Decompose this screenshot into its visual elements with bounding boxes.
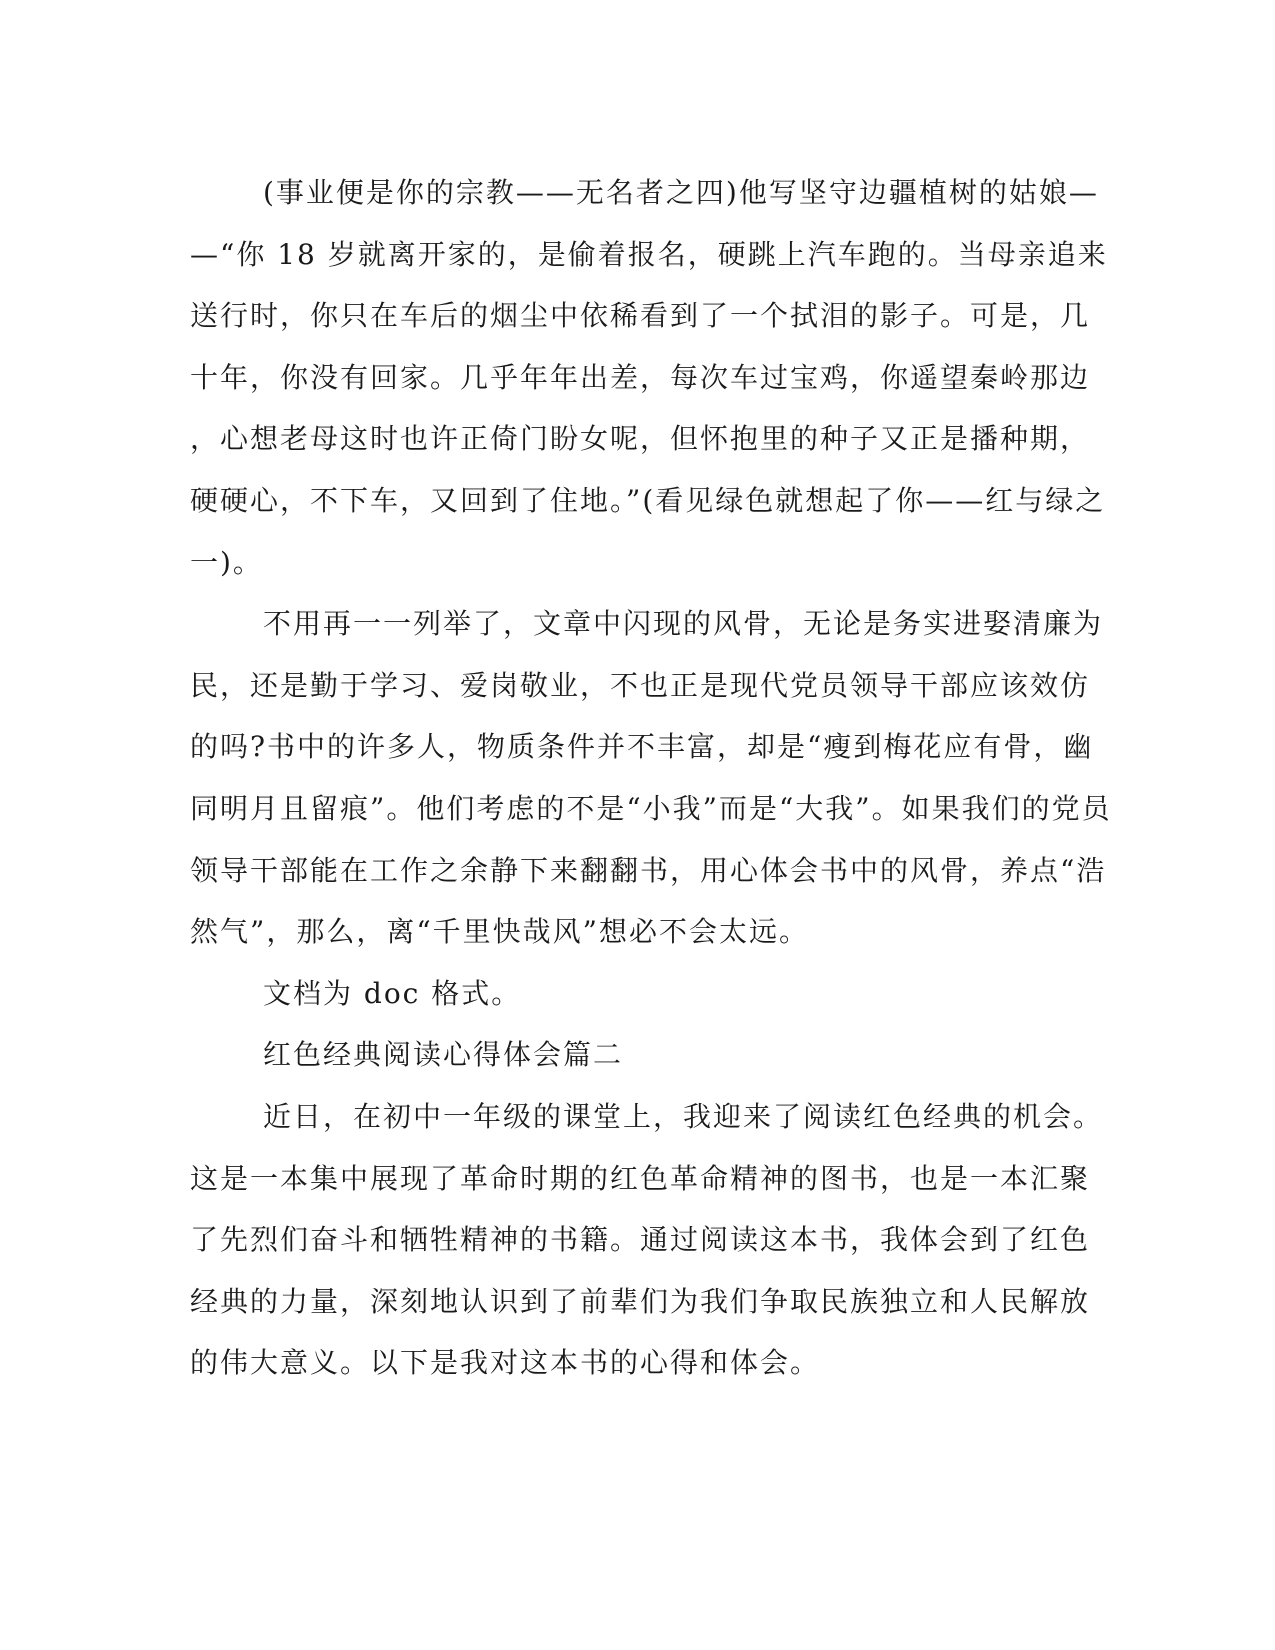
paragraph-line: 十年，你没有回家。几乎年年出差，每次车过宝鸡，你遥望秦岭那边 xyxy=(190,360,1091,394)
section-heading xyxy=(190,1024,1080,1086)
document-body xyxy=(190,162,1112,1394)
paragraph-line: 经典的力量，深刻地认识到了前辈们为我们争取民族独立和人民解放 xyxy=(190,1284,1091,1318)
paragraph-1 xyxy=(190,162,1108,593)
paragraph-line: ，心想老母这时也许正倚门盼女呢，但怀抱里的种子又正是播种期， xyxy=(190,422,1091,456)
paragraph-line: (事业便是你的宗教——无名者之四)他写坚守边疆植树的姑娘— xyxy=(263,176,1099,209)
paragraph-line: 了先烈们奋斗和牺牲精神的书籍。通过阅读这本书，我体会到了红色 xyxy=(190,1223,1091,1257)
paragraph-line: —“你 18 岁就离开家的，是偷着报名，硬跳上汽车跑的。当母亲追来 xyxy=(190,237,1108,271)
paragraph-2 xyxy=(190,593,1112,963)
paragraph-line: 送行时，你只在车后的烟尘中依稀看到了一个拭泪的影子。可是，几 xyxy=(190,299,1091,333)
paragraph-line: 的伟大意义。以下是我对这本书的心得和体会。 xyxy=(190,1346,821,1380)
paragraph-line: 同明月且留痕”。他们考虑的不是“小我”而是“大我”。如果我们的党员 xyxy=(190,791,1112,825)
format-note xyxy=(190,963,1080,1025)
paragraph-3 xyxy=(190,1086,1104,1394)
paragraph-line: 一)。 xyxy=(190,545,263,579)
paragraph-line: 不用再一一列举了，文章中闪现的风骨，无论是务实进娶清廉为 xyxy=(263,607,1104,641)
section-heading-text: 红色经典阅读心得体会篇二 xyxy=(263,1038,624,1072)
paragraph-line: 的吗?书中的许多人，物质条件并不丰富，却是“瘦到梅花应有骨，幽 xyxy=(190,730,1094,764)
paragraph-line: 民，还是勤于学习、爱岗敬业，不也正是现代党员领导干部应该效仿 xyxy=(190,668,1091,702)
paragraph-line: 领导干部能在工作之余静下来翻翻书，用心体会书中的风骨，养点“浩 xyxy=(190,853,1107,887)
paragraph-line: 硬硬心，不下车，又回到了住地。”(看见绿色就想起了你——红与绿之 xyxy=(190,483,1106,517)
format-note-text: 文档为 doc 格式。 xyxy=(263,976,522,1010)
paragraph-line: 然气”，那么，离“千里快哉风”想必不会太远。 xyxy=(190,915,809,949)
paragraph-line: 近日，在初中一年级的课堂上，我迎来了阅读红色经典的机会。 xyxy=(263,1099,1104,1133)
paragraph-line: 这是一本集中展现了革命时期的红色革命精神的图书，也是一本汇聚 xyxy=(190,1161,1091,1195)
